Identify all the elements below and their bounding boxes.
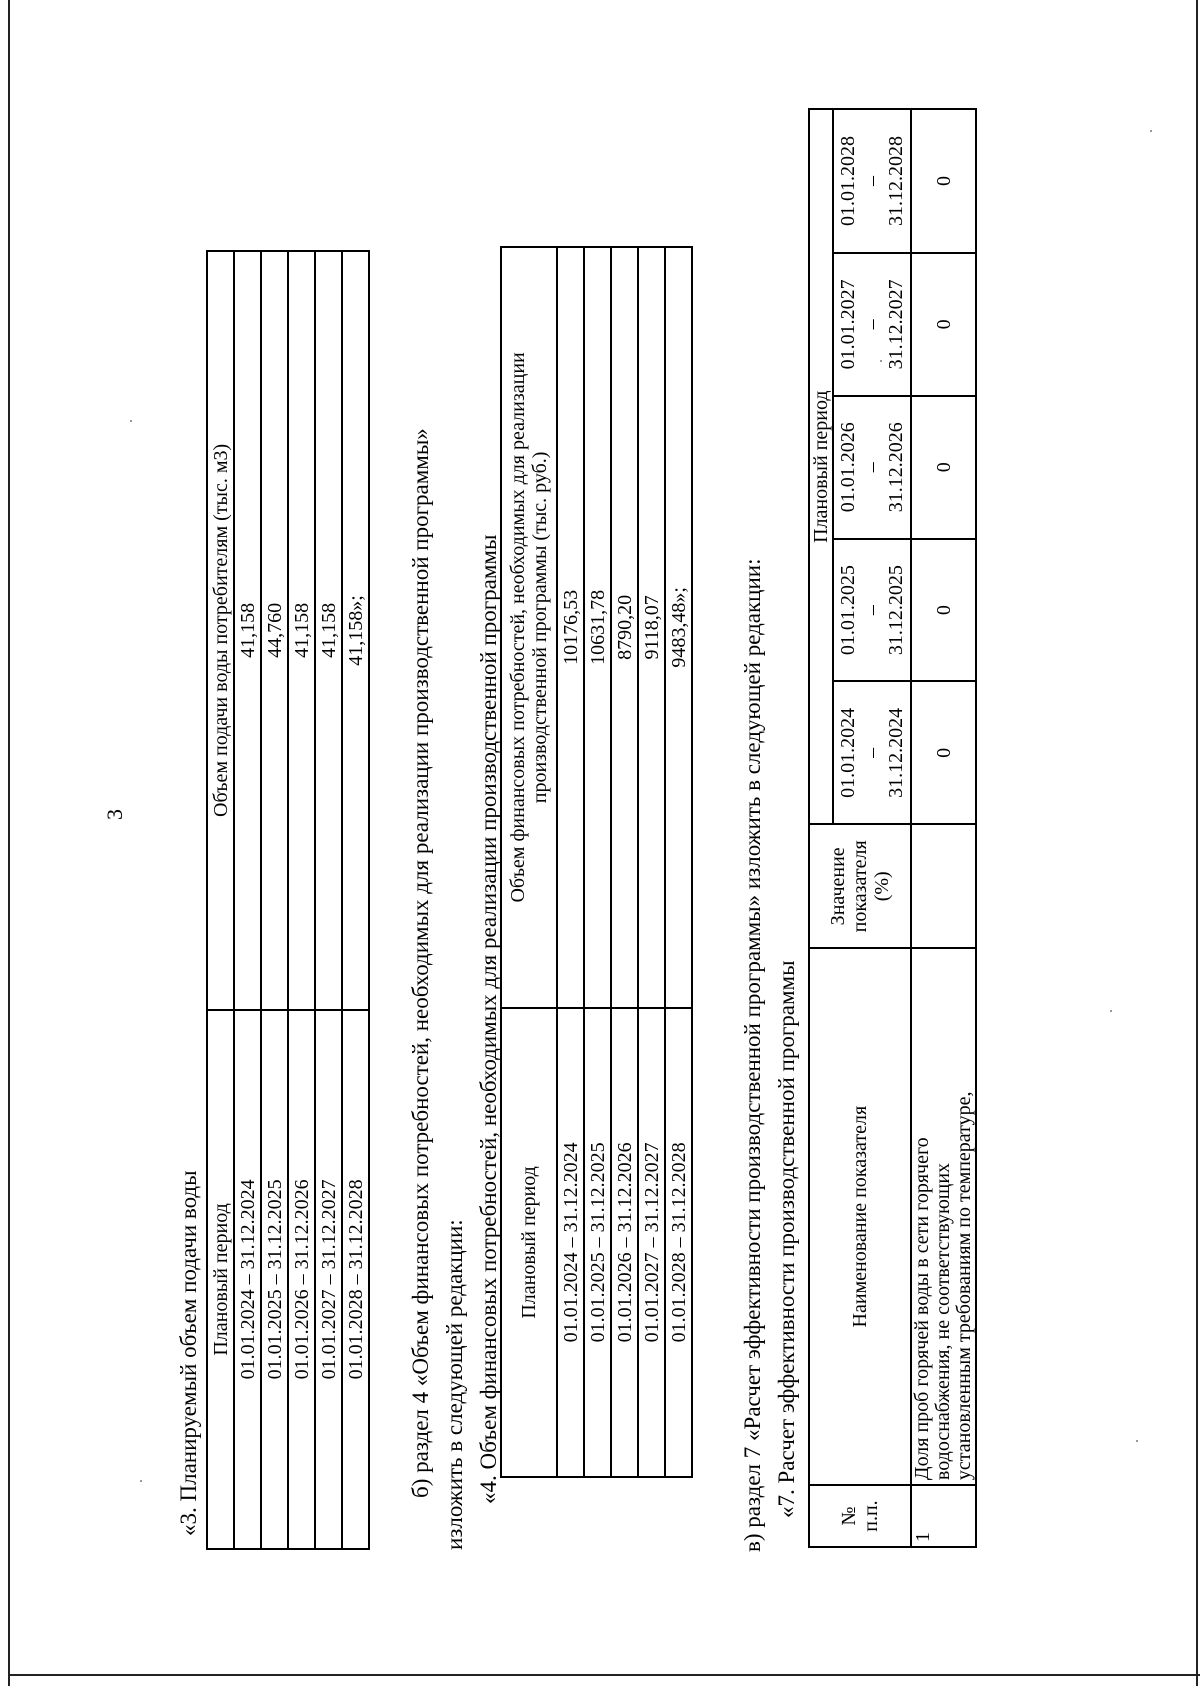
table-row <box>638 247 665 1477</box>
period-end: 31.12.2026 <box>885 422 907 513</box>
column-header-value-line1: Значение <box>827 847 849 926</box>
period-start: 01.01.2024 <box>837 707 859 798</box>
table-row <box>911 109 976 1547</box>
period-header-2028 <box>833 109 911 253</box>
indicator-name-line2: водоснабжения, не соответствующих <box>932 1162 954 1481</box>
period-start: 01.01.2026 <box>837 422 859 513</box>
indicator-name-line3: установленным требованиям по температуре, <box>953 1091 975 1481</box>
column-header-period: Плановый период <box>207 1010 234 1549</box>
volume-cell: 44,760 <box>261 251 288 1010</box>
column-header-number <box>809 1485 911 1547</box>
value-cell: 0 <box>911 539 976 682</box>
volume-cell: 41,158 <box>315 251 342 1010</box>
amount-cell: 10631,78 <box>584 247 611 1008</box>
column-header-indicator-value <box>809 824 911 948</box>
value-cell: 0 <box>911 396 976 539</box>
period-dash: – <box>861 605 883 616</box>
table-header-row <box>501 247 557 1477</box>
indicator-value-cell <box>911 824 976 948</box>
column-header-indicator-name: Наименование показателя <box>809 948 911 1485</box>
column-header-amount-line1: Объем финансовых потребностей, необходимых для реализации <box>507 352 529 903</box>
row-number-cell: 1 <box>911 1485 976 1547</box>
section4-heading: «4. Объем финансовых потребностей, необходимых для реализации производственной программы <box>476 534 501 1504</box>
table-row <box>611 247 638 1477</box>
value-cell: 0 <box>911 109 976 253</box>
period-start: 01.01.2025 <box>837 565 859 656</box>
paragraph-v-line1: в) раздел 7 «Расчет эффективности производственной программы» изложить в следующей редакции: <box>740 558 765 1552</box>
page-number: 3 <box>102 809 127 820</box>
volume-cell: 41,158 <box>288 251 315 1010</box>
table-header-row <box>809 109 833 1547</box>
table-row <box>342 251 369 1549</box>
amount-cell: 8790,20 <box>611 247 638 1008</box>
column-header-amount <box>501 247 557 1008</box>
table-row <box>584 247 611 1477</box>
period-dash: – <box>861 319 883 330</box>
period-cell: 01.01.2024 – 31.12.2024 <box>557 1008 584 1477</box>
scan-speck <box>130 420 132 422</box>
period-dash: – <box>861 462 883 473</box>
volume-cell: 41,158 <box>234 251 261 1010</box>
period-cell: 01.01.2025 – 31.12.2025 <box>584 1008 611 1477</box>
indicator-name-cell <box>911 948 976 1485</box>
period-cell: 01.01.2026 – 31.12.2026 <box>288 1010 315 1549</box>
period-end: 31.12.2027 <box>885 279 907 370</box>
period-header-2024 <box>833 681 911 824</box>
period-header-2027 <box>833 253 911 396</box>
column-header-volume: Объем подачи воды потребителям (тыс. м3) <box>207 251 234 1010</box>
table-row <box>315 251 342 1549</box>
column-header-period: Плановый период <box>501 1008 557 1477</box>
scan-speck <box>1150 130 1152 132</box>
scan-speck <box>1110 1010 1112 1012</box>
paragraph-b-line2: изложить в следующей редакции: <box>442 1219 467 1550</box>
period-dash: – <box>861 747 883 758</box>
column-header-amount-line2: производственной программы (тыс. руб.) <box>529 451 551 804</box>
period-end: 31.12.2025 <box>885 565 907 656</box>
section7-heading: «7. Расчет эффективности производственной программы <box>774 960 799 1518</box>
indicator-name-line1: Доля проб горячей воды в сети горячего <box>911 1137 933 1481</box>
period-cell: 01.01.2028 – 31.12.2028 <box>665 1008 692 1477</box>
table-row <box>557 247 584 1477</box>
paragraph-b-line1: б) раздел 4 «Объем финансовых потребностей, необходимых для реализации производственной программы» <box>408 428 433 1498</box>
amount-cell: 10176,53 <box>557 247 584 1008</box>
table-row <box>261 251 288 1549</box>
value-cell: 0 <box>911 681 976 824</box>
period-cell: 01.01.2028 – 31.12.2028 <box>342 1010 369 1549</box>
column-header-number-line2: п.п. <box>860 1500 882 1532</box>
period-header-2026 <box>833 396 911 539</box>
period-end: 31.12.2028 <box>885 135 907 226</box>
scan-border-right <box>1196 0 1198 1686</box>
water-supply-table <box>206 250 370 1550</box>
scan-speck <box>140 1480 142 1482</box>
period-cell: 01.01.2024 – 31.12.2024 <box>234 1010 261 1549</box>
amount-cell: 9483,48»; <box>665 247 692 1008</box>
scan-border-left <box>8 0 10 1686</box>
table-row <box>665 247 692 1477</box>
period-start: 01.01.2027 <box>837 279 859 370</box>
period-cell: 01.01.2026 – 31.12.2026 <box>611 1008 638 1477</box>
financial-needs-table <box>500 246 693 1478</box>
column-header-number-line1: № <box>838 1506 860 1526</box>
value-cell: 0 <box>911 253 976 396</box>
volume-cell: 41,158»; <box>342 251 369 1010</box>
efficiency-table <box>808 108 977 1548</box>
table-header-row <box>207 251 234 1549</box>
amount-cell: 9118,07 <box>638 247 665 1008</box>
section3-heading: «3. Планируемый объем подачи воды <box>176 1170 201 1536</box>
period-cell: 01.01.2027 – 31.12.2027 <box>315 1010 342 1549</box>
scan-speck <box>1136 1440 1138 1442</box>
period-cell: 01.01.2027 – 31.12.2027 <box>638 1008 665 1477</box>
period-start: 01.01.2028 <box>837 135 859 226</box>
period-cell: 01.01.2025 – 31.12.2025 <box>261 1010 288 1549</box>
rotated-document-page <box>102 60 1040 1580</box>
period-dash: – <box>861 175 883 186</box>
table-row <box>234 251 261 1549</box>
period-end: 31.12.2024 <box>885 707 907 798</box>
column-header-value-line3: (%) <box>871 871 893 902</box>
column-header-value-line2: показателя <box>849 840 871 933</box>
column-header-plan-period: Плановый период <box>809 109 833 824</box>
scan-border-bottom <box>8 1674 1200 1676</box>
period-header-2025 <box>833 539 911 682</box>
table-row <box>288 251 315 1549</box>
